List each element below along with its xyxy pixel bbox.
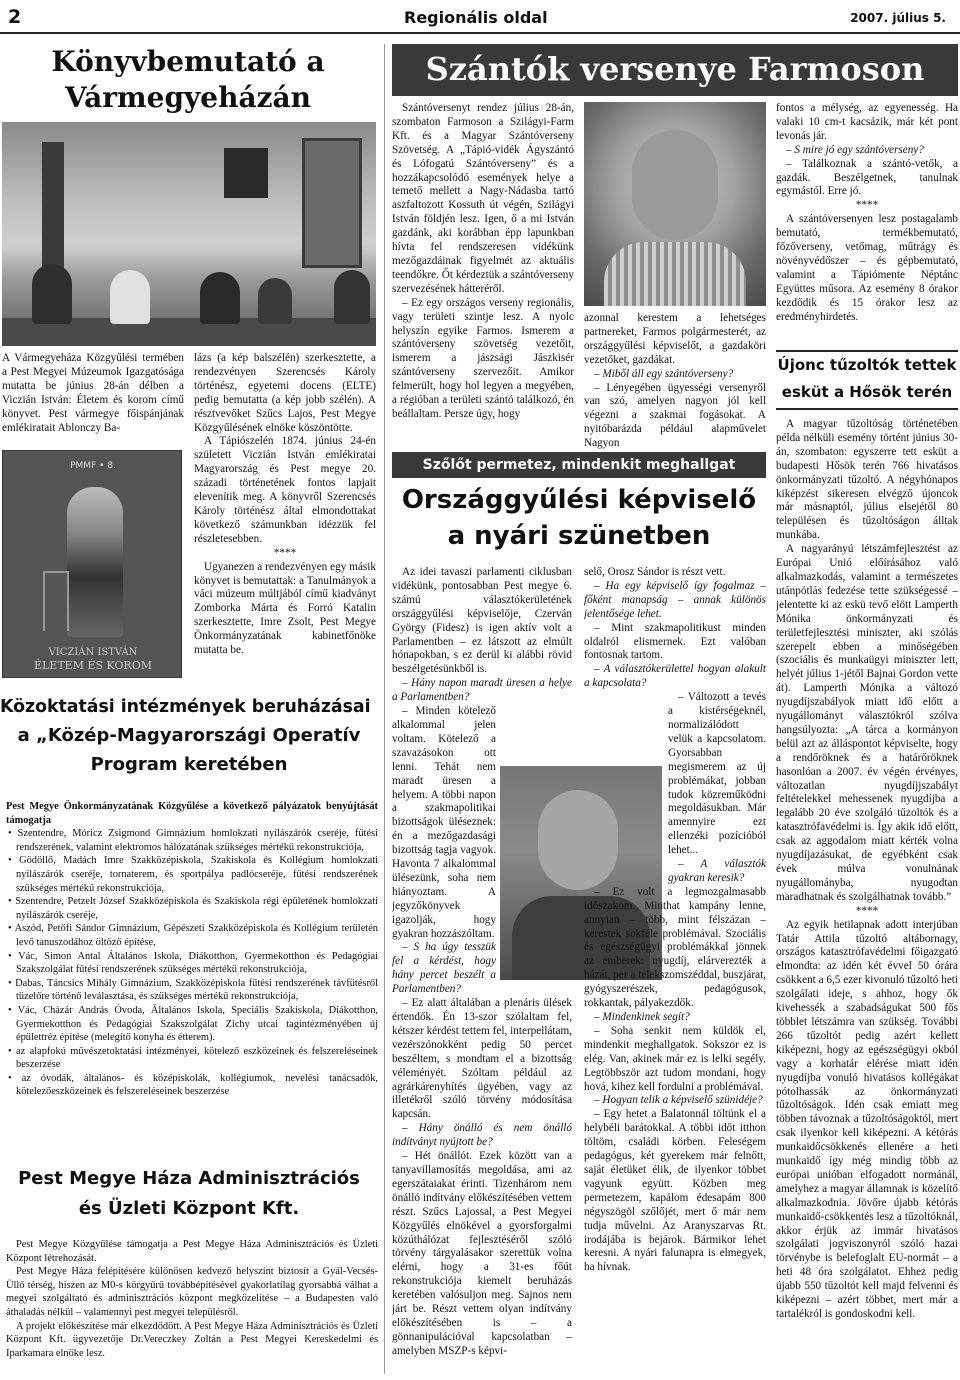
mp-c2-q2: – A választókerülettel hogyan alakult a kapcsolata?: [584, 663, 766, 690]
plowing-col2: [584, 312, 766, 451]
mp-intro: Az idei tavaszi parlamenti ciklusban vidékünk, pontosabban Pest megye 6. számú választókerületének országgyűlési képviselője, Czerván György (Fidesz) is igen aktív volt a Parlamentben – ez látszott az elmúlt hónapokban, s ez derül ki alábbi rövid beszélgetésünkből is.: [392, 566, 572, 676]
ph-title-2: és Üzleti Központ Kft.: [78, 1198, 300, 1219]
mp-c2-a1: – Mint szakmapolitikust minden oldalról elismernek. Ezt valóban fontosnak tartom.: [584, 621, 766, 662]
col2-para-3: Ugyanezen a rendezvényen egy másik könyvet is bemutattak: a Tanulmányok a váci múzeum múltjából című kiadványt Zomborka Márta és Forró Katalin szerkesztette, Imre Zsolt, Pest Megye Önkormányzatának kabinetfőnöke mutatta be.: [194, 560, 376, 657]
edu-item: • Vác, Cházár András Óvoda, Általános Iskola, Speciális Szakiskola, Diákotthon, Gyermekotthon és Pedagógiai Szakszolgálat Zichy utcai tagintézményében új épülettréz építése (melegítő konyha és étterem).: [8, 1004, 378, 1044]
plowing-separator: ****: [855, 199, 879, 212]
mp-q3: – Hány önálló és nem önálló indítványt nyújtott be?: [392, 1122, 572, 1149]
firefighters-body: [776, 418, 958, 1374]
edu-item: • Gödöllő, Madách Imre Szakközépiskola, Szakiskola és Kollégium homlokzati nyílászárók cseréje, tornaterem, és sportpálya padlócseréje, fűtési rendszerének szükséges mértékű rekonstrukciója,: [8, 855, 378, 894]
plowing-banner: [392, 44, 958, 96]
face: [632, 130, 718, 240]
scoreboard: [224, 148, 268, 198]
plowing-question-2: – S mire jó egy szántóverseny?: [786, 143, 924, 156]
mp-title-1: Országgyűlési képviselő: [401, 485, 757, 515]
person-3: [200, 272, 240, 324]
plowing-c3-p3: – Találkoznak a szántó-vetők, a gazdák. Beszélgetnek, tanulnak egymástól. Erre jó.: [776, 157, 958, 198]
mp-a3: – Hét önállót. Ezek között van a tanyavillamosítás megoldása, ami az egerszátaiakat érinti. Tizenhárom nem önálló indítvány előkészítésében vettem részt. Szűcs Lajossal, a Pest Megyei Közgyűlés elnökével a gyorsforgalmi közúthálózat fejlesztéséről szóló törvény tárgyalásakor szerettük volna elérni, hogy a 31-es főút rekonstrukciója kiemelt beruházás keretében valósuljon meg. Sajnos nem járt be. Részt vettem olyan indítvány előkészítésében is – a gönnanipulációval kapcsolatban – amelyben MSZP-s képvi-: [392, 1150, 572, 1357]
edu-title-3: Program keretében: [90, 754, 288, 775]
ph-para: A projekt előkészítése már elkezdődött. A Pest Megye Háza Adminisztrációs és Üzleti Központ Kft. ügyvezetője Dr.Vereczkey Zoltán a Pest Megyei Kereskedelmi és Iparkamara elnöke lesz.: [6, 1320, 378, 1359]
mp-a1: – Minden kötelező alkalommal jelen voltam. Kötelező a szavazásokon ott lenni. Tehát nem maradt üresen a helyem. A többi napon a szakmapolitikai bizottságok üléseznek: én a mezőgazdasági bizottság tagja vagyok. Havonta 7 alkalommal ülésezünk, soha nem hiányoztam. A jegyzőkönyvek igazolják, hogy gyakran hozzászóltam.: [392, 705, 496, 940]
ff-para-2: A nagyarányú létszámfejlesztést az Európai Unió előírásához való alkalmazkodás, valamint a természetes utánpótlás fedezése tette szükségessé – jelentette ki az eskü tevő elött Lamperth Mónika önkormányzati és területfejlesztési miniszter, aki szólás szerepelt ebben a minőségében (szociális és munkaügyi miniszter lett, helyét július 1-jétől Bajnai Gordon vette át). Lamperth Mónika a változó nyugdíjszabályok miatt idő előtt a nyugállományt választókról szólva hangsúlyozta: „A tárca a kormányon belül azt az álláspontot képviselte, hogy a rendőröknek és a határőröknek hasonlóan a 2007. év végén érvényes, változatlan nyugdíjjszabályt feltételekkel mehessenek nyugdíjba a legalább 20 éve szolgáló tűzoltók és a katasztrófavédelmi is. Így akik idő előtt, csak az aggodalom miatt kérték volna nyugdíjazásukat, de egyébként csak évek múlva vonulnának nyugállományba, nyugodtan maradhatnak és szolgálhatnak tovább.”: [776, 543, 958, 903]
mp-c2-a2: – Változott a tevés a kistérségeknél, normalizálódott velük a kapcsolatom. Gyorsabban megismerem az új problémákat, jobban tudok közreműködni megoldásukban. Már amennyire ezt ellenzéki pozícióból lehet...: [668, 691, 766, 857]
ph-para: Pest Megye Háza felépítésére különösen kedvező helyszínt biztosít a Gyál-Vecsés-Üllő térség, hiszen az M0-s körgyűrű továbbépítésével gyakorlatilag gyorsabbá válhat a megyei szolgáltató és adminisztrációs központ megközelítése – a Budapesten való áthaladás nélkül – valamennyi pest megyei településről.: [6, 1266, 378, 1318]
caption-text: A Vármegyeháza Közgyűlési termében a Pest Megyei Múzeumok Igazgatósága mutatta be június 28-án délben a Viczián István: Életem és korom című könyvet. Pest vármegye főispánjának emlékiratait Ablonczy Ba-: [2, 352, 184, 434]
edu-title-1: Közoktatási intézmények beruházásai: [0, 696, 371, 717]
edu-project-list: [6, 827, 378, 1099]
mp-headline: [392, 482, 766, 554]
edu-item: • Szentendre, Petzelt József Szakközépiskola és Szakiskola régi épületének homlokzati nyílászárók cseréje,: [8, 896, 378, 921]
mp-c2-q1: – Ha egy képviselő így fogalmaz – főként manapság – annak különös jelentősége lehet.: [584, 579, 766, 620]
mp-c2-a5: – Egy hetet a Balatonnál töltünk el a helybéli barátokkal. A többi időt itthon töltöm, családi körben. Feleségem pedagógus, két gyerekem már felnőtt, saját életüket élik, de ilyenkor többet vagyunk együtt. Közben meg permetezem, kapálom édesapám 800 négyszögöl szőlőjét, mert ő már nem tudja művelni. Az Aranyszarvas Rt. irodájába is bejárok. Bármikor lehet keresni. A nyári falunapra is elmegyek, ha hívnak.: [584, 1108, 766, 1274]
edu-item: • Vác, Simon Antal Általános Iskola, Diákotthon, Gyermekotthon és Pedagógiai Szakszolgálat fűtési rendszerének szükséges mértékű rekonstrukciója,: [8, 950, 378, 976]
shirt: [604, 242, 746, 306]
ph-title-1: Pest Megye Háza Adminisztrációs: [18, 1168, 360, 1189]
mp-col2: [584, 566, 766, 1374]
person-1: [32, 264, 72, 324]
edu-item: • Szentendre, Móricz Zsigmond Gimnázium homlokzati nyílászárók cseréje, fűtési rendszerének, valamint elektromos hálózatának szükséges mértékű rekonstrukciója,: [8, 828, 378, 853]
plowing-intro: Szántóversenyt rendez július 28-án, szombaton Farmoson a Szilágyi-Farm Kft. és a Magyar Szántóverseny Szövetség. A „Tápió-vidék Ágyszántó és Lófogatú Szántóverseny” és a hozzákapcsolódó események helye a temető mellett a Nagy-Nádasba tartó aszfaltozott Kossuth út végén, Szilágyi István földjén lesz. Igen, ő a mi István gazdánk, aki korábban épp lapunkban hívta fel rendszeresen vidékünk mezőgazdáinak figyelmét az aktuális teendőkre. Őt kérdeztük a szántóverseny szervezésének hátteréről.: [392, 102, 574, 295]
edu-item: • az óvodák, általános- és középiskolák, kollégiumok, nevelési tanácsadók, kötelezőeszközeinek és felszereléseinek beszerzése: [8, 1072, 378, 1098]
mp-c2-q3: – A választók gyakran keresik?: [668, 858, 766, 884]
plowing-question: – Miből áll egy szántóverseny?: [594, 367, 734, 380]
ff-title-1: Újonc tűzoltók tettek: [777, 356, 957, 374]
book-article-col2: [194, 352, 376, 658]
person-2: [110, 270, 150, 324]
education-headline: [0, 692, 378, 779]
ff-para-3: Az egyik hetilapnak adott interjúban Tatár Attila tűzoltó altábornagy, országos katasztrófavédelmi főigazgató elmondta: az idén két évvel 50 órára csökkent a 6,5 ezer kivonuló tűzoltó heti szolgálati ideje, s ahhoz, hogy ők kivehessék a szabadságukat 500 fős többlet létszámra van szükség. További 266 tűzoltót pedig azért kellett kiképezni, hogy az egészségügyi okból vagy a korhatár elérése miatt idén nyugdíjba vonuló hivatásos kollégákat pótolhassák az önkormányzati tűzoltóságok. Idén csak emiatt meg többen távoznak a tűzoltóságoktól, mert csak ilyenkor kell kiképezni. A kétórás munkaidőcsökkenés ellenére a heti munkaidő így még mindig több az európai unióban elfogadott normánál, amelyhez a magyar államnak is közelítő alkalmazkodnia. Jövőre újabb kétórás munkaidő-csökkentés lesz a tűzoltóknál, akkor érjük az immár hivatásos szolgálati jogviszonyról szóló hazai törvénybe is belefoglalt EU-normát – a heti 48 óra szolgálatot. Ehhez pedig újabb 550 tűzoltót kell majd felvenni és kiképezni – azért többet, mert már a tartalékról is gondoskodni kell.: [776, 918, 958, 1320]
col2-para-2: A Tápiószelén 1874. június 24-én született Viczián István emlékiratai Magyarország és Pest megye 20. századi történetének fontos lapjait elevenítik meg. A könyvről Szerencsés Károly történész által elmondottakat következő számunkban idézzük fel részletesebben.: [194, 435, 376, 545]
plowing-col3: [776, 102, 958, 325]
header-rule: [0, 32, 960, 34]
book-caption: [2, 352, 184, 435]
plowing-c3-p1: fontos a mélység, az egyenesség. Ha valaki 10 cm-t kacsázik, már két pont levonás jár.: [776, 102, 958, 142]
farmer-portrait: [584, 102, 766, 306]
mp-title-2: a nyári szünetben: [447, 521, 711, 551]
ff-title-2: esküt a Hősök terén: [781, 383, 953, 401]
pest-house-body: [6, 1238, 378, 1360]
mp-c2-q5: – Hogyan telik a képviselő szünidéje?: [594, 1094, 763, 1107]
person-4: [258, 278, 292, 324]
plowing-c2-p3: – Lényegében ügyességi versenyről van szó, amelyen nagyon jól kell végezni a szakmai fogásokat. A nyitóbarázda például alapművelet Nagyon: [584, 381, 766, 450]
plowing-col1: [392, 102, 574, 422]
book-cover: [2, 450, 182, 678]
edu-item: • Dabas, Táncsics Mihály Gimnázium, Szakközépiskola fűtési rendszerének távfűtésről tüzelőre történő leválasztása, és szükséges mértékű rekonstrukciója,: [8, 977, 378, 1003]
book-series: PMMF • 8.: [70, 461, 116, 471]
book-title: ÉLETEM ÉS KOROM: [33, 659, 153, 672]
mp-c2-a3: – Ez volt a legmozgalmasabb időszakom. Minthat kampány lenne, annyian – több, mint félszázan – kerestek sokféle problémával. Szociális és egészségügyi problémákkal jönnek az emberek: nyugdíj, elárverezték a házát, per a telekszomszéddal, buszjárat, gyógyszerészek, pedagógusok, rokkantak, pályakezdők.: [584, 885, 766, 1010]
page-number: 2: [8, 6, 22, 28]
mp-a2: – Ez alatt általában a plenáris ülések értendők. Én 13-szor szólaltam fel, kétszer kérdést tettem fel, interpellátam, vezérszónokként pedig 50 percet beszéltem, s mondtam el a bizottság véleményét. Szóltam például az agrárkárenyhítés ügyében, vagy az illetékről szóló törvény módosítása kapcsán.: [392, 997, 572, 1121]
edu-item: • Aszód, Petőfi Sándor Gimnázium, Gépészeti Szakközépiskola és Kollégium területén levő tanuszodához öltöző építése,: [8, 923, 379, 948]
mp-col1: [392, 566, 572, 1374]
pest-house-headline: [0, 1164, 378, 1224]
chair: [43, 571, 69, 631]
edu-intro: Pest Megye Önkormányzatának Közgyűlése a következő pályázatok benyújtását támogatja: [6, 801, 378, 826]
mp-q2: – S ha úgy tesszük fel a kérdést, hogy hány percet beszélt a Parlamentben?: [392, 941, 496, 996]
ff-separator: ****: [855, 904, 879, 917]
clock: [42, 142, 64, 282]
col2-separator: ****: [273, 546, 297, 559]
mp-kicker: Szőlőt permetez, mindenkit meghallgat: [422, 457, 736, 473]
firefighters-headline: [776, 350, 958, 410]
education-body: [6, 800, 378, 1099]
mp-c2-a4: – Soha senkit nem küldök el, mindenkit meghallgatok. Sokszor ez is elég. Van, akinek már ez is lelki segély. Legtöbbször azt tudom mondani, hogy hová, kihez kell fordulni a problémával.: [584, 1024, 766, 1093]
ff-para-1: A magyar tűzoltóság történetében példa nélküli esemény történt június 30-án, szombaton: egyszerre tett esküt a budapesti Hősök terén 766 hivatásos önkormányzati tűzoltó. A négyhónapos kiképzést sikeresen elvégző újoncok már másnaptól, július elsejétől 80 településen és tűzoltóságon álltak munkába.: [776, 418, 958, 542]
mp-kicker-bar: [392, 452, 766, 478]
meeting-photo: [2, 122, 376, 346]
plowing-title: Szántók versenye Farmoson: [425, 50, 925, 88]
issue-date: 2007. július 5.: [850, 11, 946, 25]
section-name: Regionális oldal: [404, 8, 548, 27]
book-author: VICZIÁN ISTVÁN: [48, 647, 138, 658]
headline-line-2: Vármegyeházán: [64, 81, 312, 114]
edu-item: • az alapfokú művészetoktatási intézményei, kötelező eszközeinek és felszereléseinek beszerzése: [8, 1045, 378, 1071]
page-header: [8, 4, 952, 34]
plowing-c2-p1: azonnal kerestem a lehetséges partnereket, Farmos polgármesterét, az országgyűlési képviselőt, a gazdaköri vezetőket, gazdákat.: [584, 312, 766, 366]
ph-para: Pest Megye Közgyűlése támogatja a Pest Megye Háza Adminisztrációs és Üzleti Központ létrehozását.: [6, 1239, 378, 1264]
mp-c2-p1: selő, Orosz Sándor is részt vett.: [584, 566, 726, 578]
book-presentation-headline: [0, 44, 376, 116]
portrait-figure: [67, 487, 123, 637]
headline-line-1: Könyvbemutató a: [51, 45, 325, 78]
edu-title-2: a „Közép-Magyarországi Operatív: [17, 725, 361, 746]
col2-para-1: lázs (a kép balszélén) szerkesztette, a rendezvényen Szerencsés Károly történész, egyetemi docens (ELTE) pedig bemutatta (a kép jobb szélén). A résztvevőket Szűcs Lajos, Pest Megye Közgyűlésének elnöke köszöntötte.: [194, 352, 376, 434]
plowing-c3-p5: A szántóversenyen lesz postagalamb bemutató, termékbemutató, főzőverseny, vetőmag, műtrágy és növényvédőszer – és gépbemutató, valamint a Tápiómente Néptánc Együttes műsora. Az esemény 8 órakor kezdődik és 15 órakor lesz az eredményhirdetés.: [776, 213, 958, 323]
column-divider: [384, 44, 385, 1374]
mp-c2-q4: – Mindenkinek segít?: [594, 1011, 690, 1023]
wall-portrait: [302, 138, 362, 268]
plowing-answer: – Ez egy országos verseny regionális, vagy területi szintje lesz. A nyolc helyszín egyike Farmos. Ismerem a szántóverseny szövetség vezetőit, ismerem a jászsági Jászkisér szántóverseny szervezőit. Amikor felmerült, hogy hol legyen a megyében, a régióban a területi szántó találkozó, én beállaltam. Persze úgy, hogy: [392, 296, 574, 420]
person-5: [334, 270, 370, 324]
mp-q1: – Hány napon maradt üresen a helye a Parlamentben?: [392, 677, 572, 704]
